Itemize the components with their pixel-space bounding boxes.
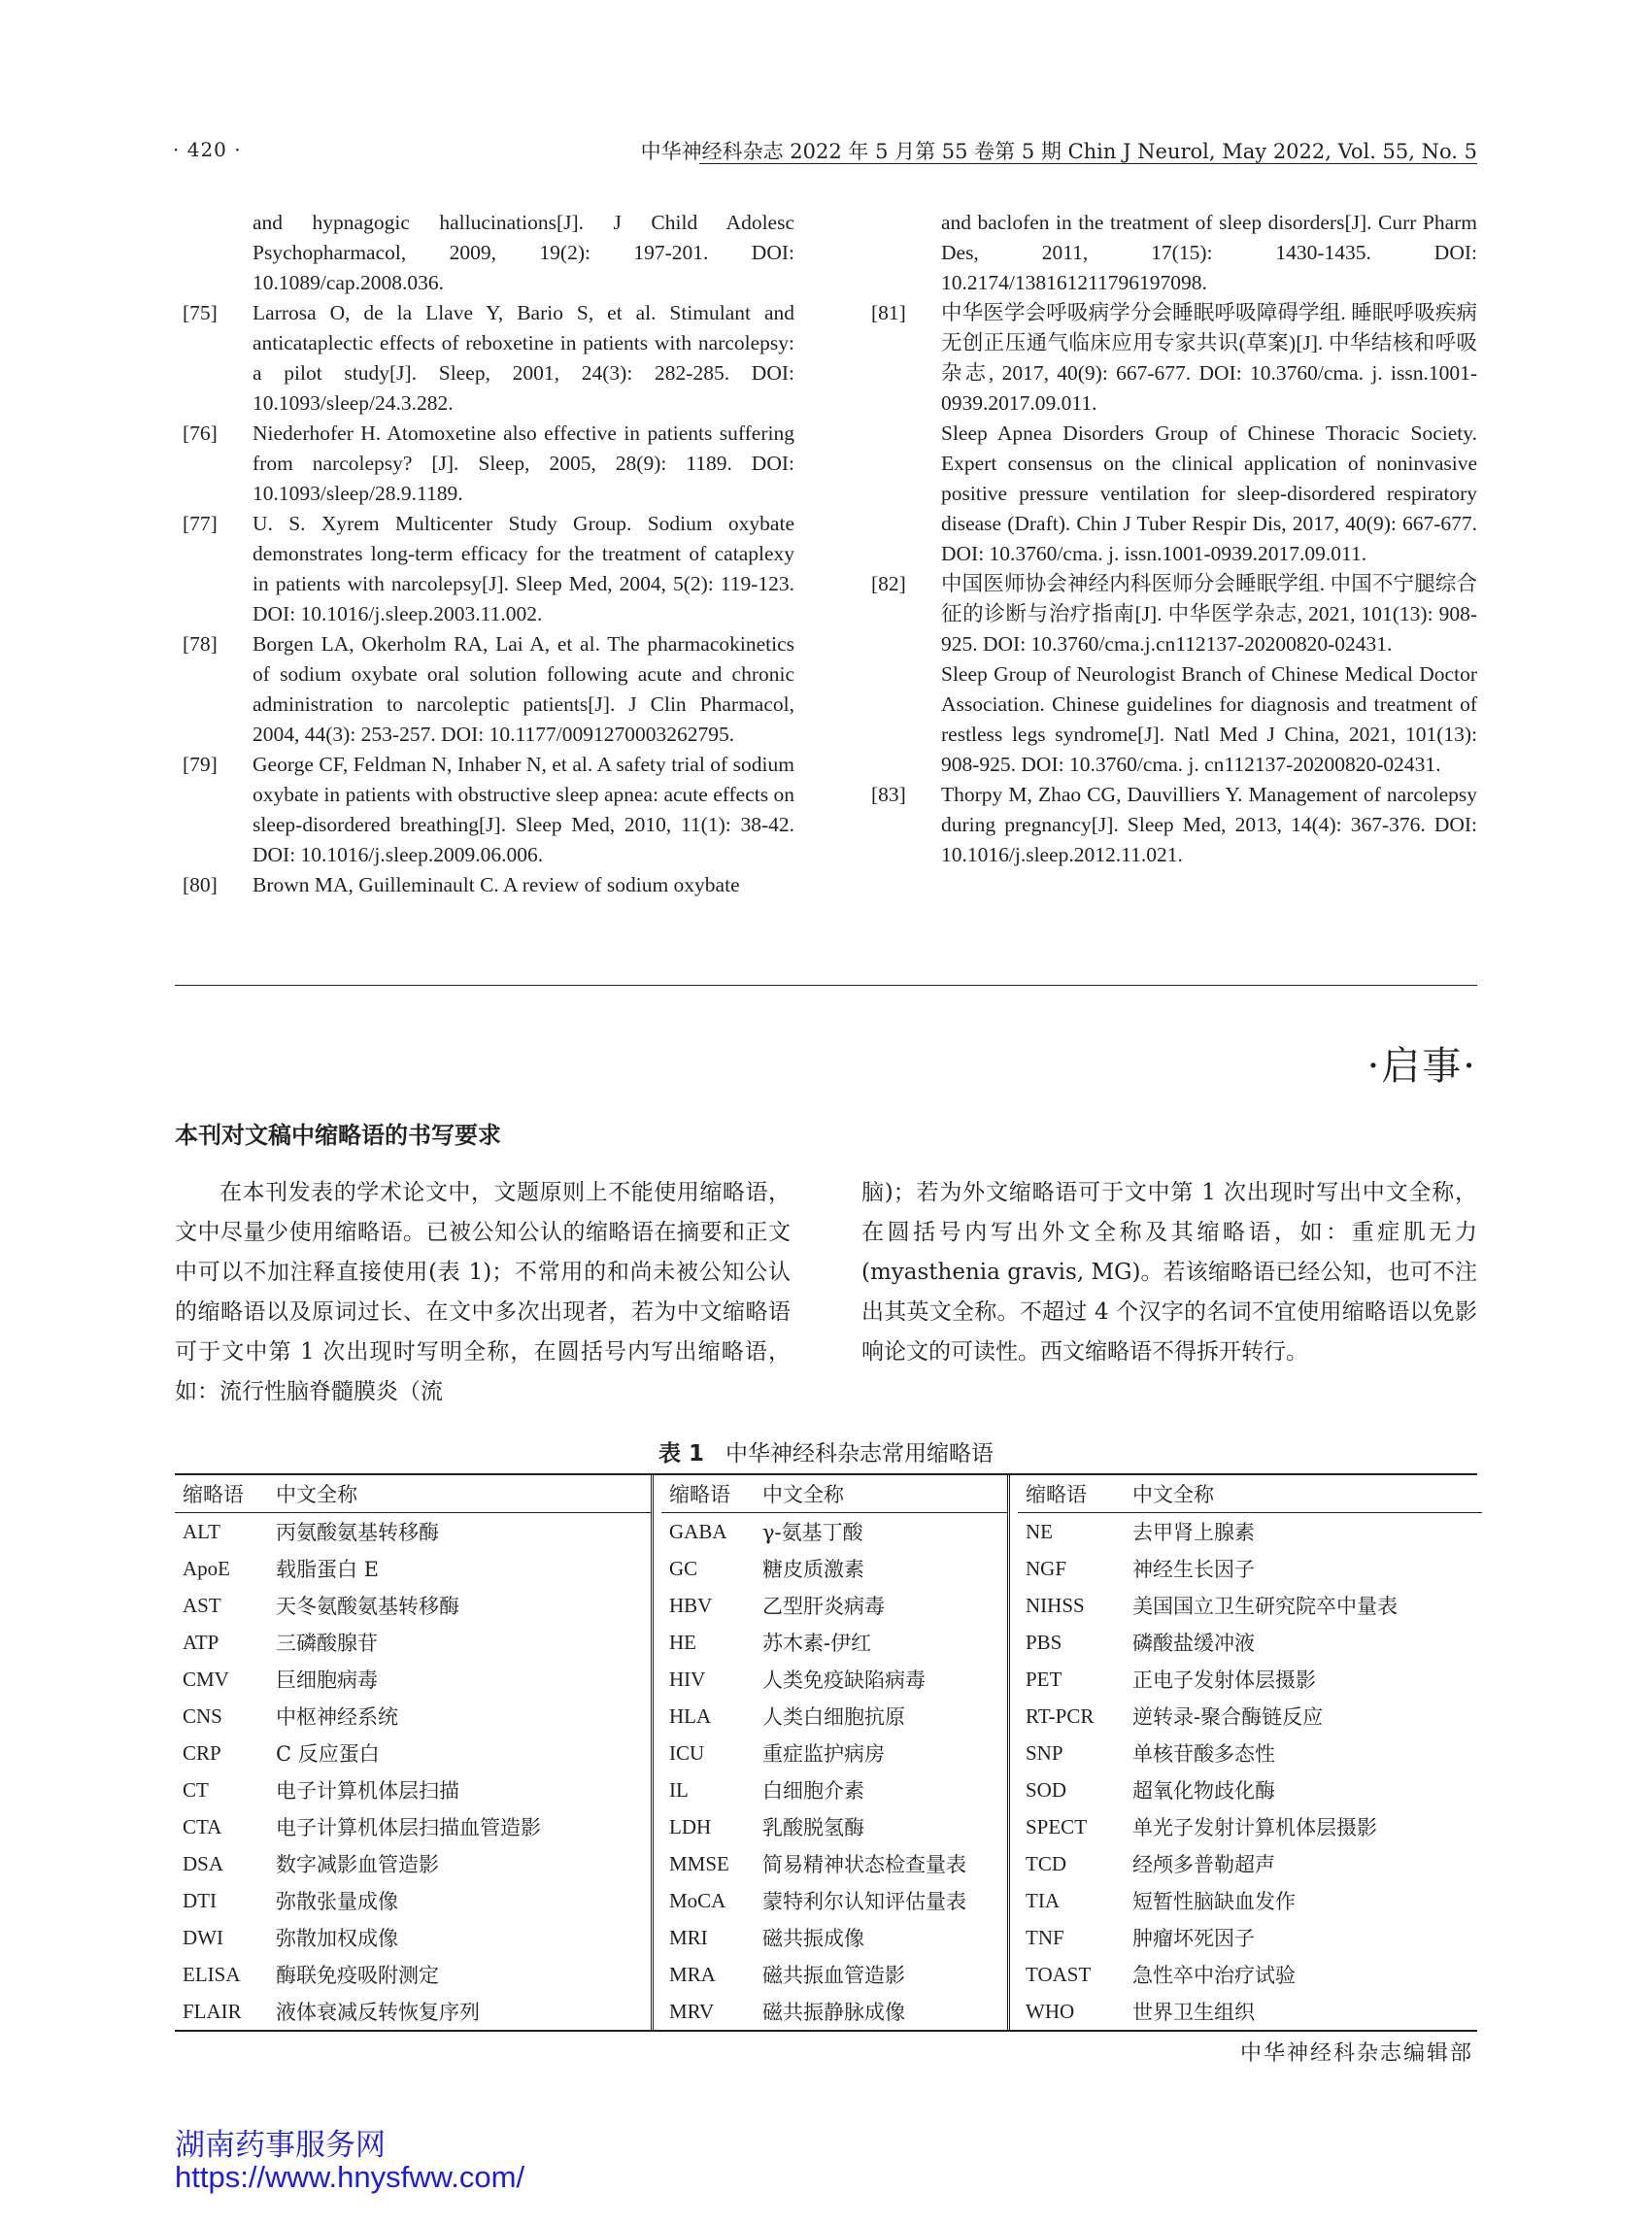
- abbreviation-cell: DWI: [183, 1925, 223, 1949]
- reference-text-english: Sleep Apnea Disorders Group of Chinese Thoracic Society. Expert consensus on the clinical application of noninvasive positive pressure ventilation for sleep-disordered respiratory disease (Draft). Chin J Tuber Respir Dis, 2017, 40(9): 667-677. DOI: 10.3760/cma. j. issn.1001-0939.2017.09.011.: [941, 421, 1477, 565]
- abbreviation-cell: PBS: [1026, 1630, 1062, 1654]
- table-header-row: [175, 1475, 651, 1513]
- abbreviation-cell: HE: [669, 1630, 696, 1654]
- reference-number: [75]: [183, 301, 218, 324]
- abbreviation-cell: CNS: [183, 1703, 222, 1728]
- full-name-cell: 糖皮质激素: [762, 1558, 864, 1581]
- table-row: [175, 1550, 651, 1587]
- table-row: [661, 1550, 1007, 1587]
- abbreviation-cell: GC: [669, 1556, 698, 1580]
- full-name-cell: 天冬氨酸氨基转移酶: [276, 1595, 459, 1618]
- table-caption-title: 中华神经科杂志常用缩略语: [725, 1441, 994, 1466]
- header-full: 中文全称: [762, 1483, 844, 1506]
- table-row: [1018, 1661, 1482, 1698]
- abbreviation-cell: ATP: [183, 1630, 219, 1654]
- full-name-cell: 液体衰减反转恢复序列: [276, 2001, 480, 2024]
- full-name-cell: 弥散张量成像: [276, 1890, 398, 1913]
- table-row: [661, 1698, 1007, 1735]
- full-name-cell: 弥散加权成像: [276, 1927, 398, 1950]
- section-separator: [175, 985, 1477, 986]
- references-left-column: [183, 208, 794, 900]
- abbreviation-cell: IL: [669, 1777, 689, 1802]
- full-name-cell: 简易精神状态检查量表: [762, 1853, 966, 1876]
- abbreviation-cell: TOAST: [1026, 1962, 1092, 1986]
- references-right-column: [871, 208, 1477, 870]
- abbreviation-cell: RT-PCR: [1026, 1703, 1095, 1728]
- abbreviation-cell: MRA: [669, 1962, 716, 1986]
- table-row: [175, 1808, 651, 1845]
- full-name-cell: 丙氨酸氨基转移酶: [276, 1521, 439, 1544]
- watermark-name: 湖南药事服务网: [175, 2128, 386, 2163]
- abbreviation-cell: TCD: [1026, 1851, 1066, 1875]
- abbreviation-cell: MoCA: [669, 1888, 726, 1912]
- reference-item: [871, 298, 1477, 569]
- full-name-cell: 单核苷酸多态性: [1132, 1742, 1275, 1766]
- table-row: [175, 1845, 651, 1882]
- abbreviation-cell: SNP: [1026, 1740, 1063, 1765]
- full-name-cell: 酶联免疫吸附测定: [276, 1964, 439, 1987]
- table-column-2: [651, 1475, 1007, 2030]
- abbreviation-cell: SPECT: [1026, 1814, 1088, 1838]
- abbreviation-cell: CRP: [183, 1740, 221, 1765]
- abbreviation-cell: GABA: [669, 1519, 727, 1543]
- reference-number: [78]: [183, 632, 218, 656]
- full-name-cell: 超氧化物歧化酶: [1132, 1779, 1275, 1803]
- table-row: [175, 1919, 651, 1956]
- reference-text: Niederhofer H. Atomoxetine also effective in patients suffering from narcolepsy? [J]. Sleep, 2005, 28(9): 1189. DOI: 10.1093/sleep/28.9.1189.: [253, 421, 794, 505]
- table-row: [175, 1993, 651, 2030]
- full-name-cell: 磁共振血管造影: [762, 1964, 905, 1987]
- full-name-cell: 苏木素-伊红: [762, 1632, 872, 1655]
- header-abbr: 缩略语: [183, 1483, 244, 1506]
- full-name-cell: 肿瘤坏死因子: [1132, 1927, 1255, 1950]
- table-row: [175, 1661, 651, 1698]
- full-name-cell: 美国国立卫生研究院卒中量表: [1132, 1595, 1398, 1618]
- table-row: [1018, 1808, 1482, 1845]
- table-row: [661, 1587, 1007, 1624]
- full-name-cell: 人类白细胞抗原: [762, 1705, 905, 1729]
- full-name-cell: 乳酸脱氢酶: [762, 1816, 864, 1839]
- abbreviation-cell: TNF: [1026, 1925, 1064, 1949]
- table-row: [1018, 1956, 1482, 1993]
- reference-item: [183, 509, 794, 629]
- abbreviation-cell: LDH: [669, 1814, 712, 1838]
- full-name-cell: 蒙特利尔认知评估量表: [762, 1890, 966, 1913]
- full-name-cell: 经颅多普勒超声: [1132, 1853, 1275, 1876]
- page-number: · 420 ·: [173, 138, 242, 161]
- full-name-cell: 单光子发射计算机体层摄影: [1132, 1816, 1377, 1839]
- notice-body-left: [175, 1173, 791, 1412]
- abbreviation-cell: HIV: [669, 1667, 706, 1691]
- table-header-row: [661, 1475, 1007, 1513]
- abbreviation-table: [175, 1473, 1477, 2032]
- full-name-cell: 神经生长因子: [1132, 1558, 1255, 1581]
- table-row: [1018, 1771, 1482, 1808]
- table-row: [175, 1587, 651, 1624]
- notice-paragraph: 在本刊发表的学术论文中，文题原则上不能使用缩略语，文中尽量少使用缩略语。已被公知公认的缩略语在摘要和正文中可以不加注释直接使用(表 1)；不常用的和尚未被公知公认的缩略语以及原词过长、在文中多次出现者，若为中文缩略语可于文中第 1 次出现时写明全称，在圆括号内写出缩略语，如：流行性脑脊髓膜炎（流: [175, 1180, 791, 1404]
- abbreviation-cell: ICU: [669, 1740, 705, 1765]
- reference-text: 中国医师协会神经内科医师分会睡眠学组. 中国不宁腿综合征的诊断与治疗指南[J]. 中华医学杂志, 2021, 101(13): 908-925. DOI: 10.3760/cma.j.cn112137-20200820-02431.: [941, 572, 1477, 656]
- reference-number: [80]: [183, 873, 218, 896]
- abbreviation-cell: ApoE: [183, 1556, 230, 1580]
- table-row: [661, 1882, 1007, 1919]
- journal-running-header: 中华神经科杂志 2022 年 5 月第 55 卷第 5 期 Chin J Neurol, May 2022, Vol. 55, No. 5: [640, 140, 1477, 163]
- table-row: [1018, 1735, 1482, 1771]
- abbreviation-cell: DTI: [183, 1888, 217, 1912]
- table-row: [1018, 1882, 1482, 1919]
- full-name-cell: 人类免疫缺陷病毒: [762, 1669, 926, 1692]
- full-name-cell: 短暂性脑缺血发作: [1132, 1890, 1296, 1913]
- full-name-cell: 巨细胞病毒: [276, 1669, 378, 1692]
- table-row: [661, 1661, 1007, 1698]
- full-name-cell: 电子计算机体层扫描: [276, 1779, 459, 1803]
- reference-item: [183, 870, 794, 900]
- reference-text: and baclofen in the treatment of sleep disorders[J]. Curr Pharm Des, 2011, 17(15): 1430-1435. DOI: 10.2174/138161211796197098.: [941, 211, 1477, 294]
- abbreviation-cell: CTA: [183, 1814, 222, 1838]
- full-name-cell: 逆转录-聚合酶链反应: [1132, 1705, 1324, 1729]
- reference-number: [77]: [183, 512, 218, 535]
- full-name-cell: C 反应蛋白: [276, 1742, 380, 1766]
- reference-item: [871, 569, 1477, 780]
- table-row: [1018, 1587, 1482, 1624]
- reference-text: Brown MA, Guilleminault C. A review of sodium oxybate: [253, 873, 740, 896]
- abbreviation-cell: HBV: [669, 1593, 713, 1617]
- table-row: [175, 1698, 651, 1735]
- full-name-cell: γ-氨基丁酸: [762, 1521, 863, 1544]
- abbreviation-cell: MRV: [669, 1999, 715, 2023]
- reference-text: Borgen LA, Okerholm RA, Lai A, et al. The pharmacokinetics of sodium oxybate oral solution following acute and chronic administration to narcoleptic patients[J]. J Clin Pharmacol, 2004, 44(3): 253-257. DOI: 10.1177/0091270003262795.: [253, 632, 794, 746]
- full-name-cell: 三磷酸腺苷: [276, 1632, 378, 1655]
- table-column-3: [1007, 1475, 1482, 2030]
- reference-item: [183, 419, 794, 509]
- table-caption-label: 表 1: [658, 1441, 705, 1466]
- table-row: [661, 1735, 1007, 1771]
- reference-text: Larrosa O, de la Llave Y, Bario S, et al. Stimulant and anticataplectic effects of reboxetine in patients with narcolepsy: a pilot study[J]. Sleep, 2001, 24(3): 282-285. DOI: 10.1093/sleep/24.3.282.: [253, 301, 794, 415]
- header-abbr: 缩略语: [669, 1483, 730, 1506]
- reference-item: [871, 208, 1477, 298]
- reference-text: 中华医学会呼吸病学分会睡眠呼吸障碍学组. 睡眠呼吸疾病无创正压通气临床应用专家共识(草案)[J]. 中华结核和呼吸杂志, 2017, 40(9): 667-677. DOI: 10.3760/cma. j. issn.1001-0939.2017.09.011.: [941, 301, 1477, 415]
- abbreviation-cell: HLA: [669, 1703, 712, 1728]
- header-abbr: 缩略语: [1026, 1483, 1087, 1506]
- full-name-cell: 磷酸盐缓冲液: [1132, 1632, 1255, 1655]
- table-caption: [0, 1435, 1652, 1467]
- abbreviation-cell: DSA: [183, 1851, 224, 1875]
- reference-text: Thorpy M, Zhao CG, Dauvilliers Y. Management of narcolepsy during pregnancy[J]. Sleep Med, 2013, 14(4): 367-376. DOI: 10.1016/j.sleep.2012.11.021.: [941, 783, 1477, 866]
- full-name-cell: 重症监护病房: [762, 1742, 885, 1766]
- reference-item: [183, 629, 794, 750]
- table-row: [661, 1513, 1007, 1550]
- table-row: [175, 1624, 651, 1661]
- table-row: [661, 1956, 1007, 1993]
- abbreviation-cell: CT: [183, 1777, 209, 1802]
- full-name-cell: 磁共振成像: [762, 1927, 864, 1950]
- table-row: [175, 1771, 651, 1808]
- table-row: [1018, 1624, 1482, 1661]
- table-row: [1018, 1550, 1482, 1587]
- reference-number: [83]: [871, 783, 906, 806]
- reference-text-english: Sleep Group of Neurologist Branch of Chinese Medical Doctor Association. Chinese guidelines for diagnosis and treatment of restless legs syndrome[J]. Natl Med J China, 2021, 101(13): 908-925. DOI: 10.3760/cma. j. cn112137-20200820-02431.: [941, 662, 1477, 776]
- notice-paragraph: 脑)；若为外文缩略语可于文中第 1 次出现时写出中文全称，在圆括号内写出外文全称及其缩略语，如：重症肌无力(myasthenia gravis, MG)。若该缩略语已经公知，也可不注出其英文全称。不超过 4 个汉字的名词不宜使用缩略语以免影响论文的可读性。西文缩略语不得拆开转行。: [861, 1180, 1477, 1365]
- abbreviation-cell: FLAIR: [183, 1999, 242, 2023]
- abbreviation-cell: NGF: [1026, 1556, 1067, 1580]
- editor-signature: 中华神经科杂志编辑部: [1239, 2041, 1473, 2066]
- table-row: [661, 1845, 1007, 1882]
- reference-item: [183, 208, 794, 298]
- reference-item: [871, 780, 1477, 870]
- full-name-cell: 中枢神经系统: [276, 1705, 398, 1729]
- reference-text: U. S. Xyrem Multicenter Study Group. Sodium oxybate demonstrates long-term efficacy for the treatment of cataplexy in patients with narcolepsy[J]. Sleep Med, 2004, 5(2): 119-123. DOI: 10.1016/j.sleep.2003.11.002.: [253, 512, 794, 625]
- full-name-cell: 乙型肝炎病毒: [762, 1595, 885, 1618]
- reference-number: [79]: [183, 753, 218, 776]
- abbreviation-cell: NE: [1026, 1519, 1053, 1543]
- watermark-url[interactable]: https://www.hnysfww.com/: [175, 2160, 525, 2194]
- table-row: [1018, 1993, 1482, 2030]
- full-name-cell: 正电子发射体层摄影: [1132, 1669, 1316, 1692]
- abbreviation-cell: PET: [1026, 1667, 1062, 1691]
- reference-number: [81]: [871, 301, 906, 324]
- reference-number: [82]: [871, 572, 906, 595]
- full-name-cell: 电子计算机体层扫描血管造影: [276, 1816, 541, 1839]
- notice-title: 本刊对文稿中缩略语的书写要求: [175, 1122, 501, 1149]
- reference-item: [183, 750, 794, 870]
- table-header-row: [1018, 1475, 1482, 1513]
- full-name-cell: 白细胞介素: [762, 1779, 864, 1803]
- header-full: 中文全称: [276, 1483, 357, 1506]
- table-row: [661, 1808, 1007, 1845]
- table-row: [661, 1624, 1007, 1661]
- abbreviation-cell: ALT: [183, 1519, 220, 1543]
- table-row: [1018, 1919, 1482, 1956]
- full-name-cell: 急性卒中治疗试验: [1132, 1964, 1296, 1987]
- table-column-1: [175, 1475, 651, 2030]
- section-tag: ·启事·: [1366, 1044, 1477, 1089]
- abbreviation-cell: AST: [183, 1593, 221, 1617]
- table-row: [175, 1882, 651, 1919]
- abbreviation-cell: NIHSS: [1026, 1593, 1085, 1617]
- abbreviation-cell: MRI: [669, 1925, 708, 1949]
- abbreviation-cell: TIA: [1026, 1888, 1060, 1912]
- table-row: [1018, 1698, 1482, 1735]
- full-name-cell: 磁共振静脉成像: [762, 2001, 905, 2024]
- abbreviation-cell: MMSE: [669, 1851, 729, 1875]
- table-row: [661, 1771, 1007, 1808]
- table-row: [1018, 1513, 1482, 1550]
- abbreviation-cell: CMV: [183, 1667, 229, 1691]
- full-name-cell: 去甲肾上腺素: [1132, 1521, 1255, 1544]
- reference-text: George CF, Feldman N, Inhaber N, et al. A safety trial of sodium oxybate in patients with obstructive sleep apnea: acute effects on sleep-disordered breathing[J]. Sleep Med, 2010, 11(1): 38-42. DOI: 10.1016/j.sleep.2009.06.006.: [253, 753, 794, 866]
- reference-text: and hypnagogic hallucinations[J]. J Child Adolesc Psychopharmacol, 2009, 19(2): 197-201. DOI: 10.1089/cap.2008.036.: [253, 211, 794, 294]
- table-row: [175, 1513, 651, 1550]
- table-row: [661, 1919, 1007, 1956]
- abbreviation-cell: SOD: [1026, 1777, 1067, 1802]
- abbreviation-cell: WHO: [1026, 1999, 1075, 2023]
- reference-number: [76]: [183, 421, 218, 445]
- table-row: [175, 1735, 651, 1771]
- table-row: [661, 1993, 1007, 2030]
- header-full: 中文全称: [1132, 1483, 1214, 1506]
- header-rule: [699, 163, 1477, 164]
- table-row: [175, 1956, 651, 1993]
- full-name-cell: 世界卫生组织: [1132, 2001, 1255, 2024]
- abbreviation-cell: ELISA: [183, 1962, 241, 1986]
- full-name-cell: 载脂蛋白 E: [276, 1558, 380, 1581]
- table-row: [1018, 1845, 1482, 1882]
- full-name-cell: 数字减影血管造影: [276, 1853, 439, 1876]
- notice-body-right: [861, 1173, 1477, 1372]
- reference-item: [183, 298, 794, 419]
